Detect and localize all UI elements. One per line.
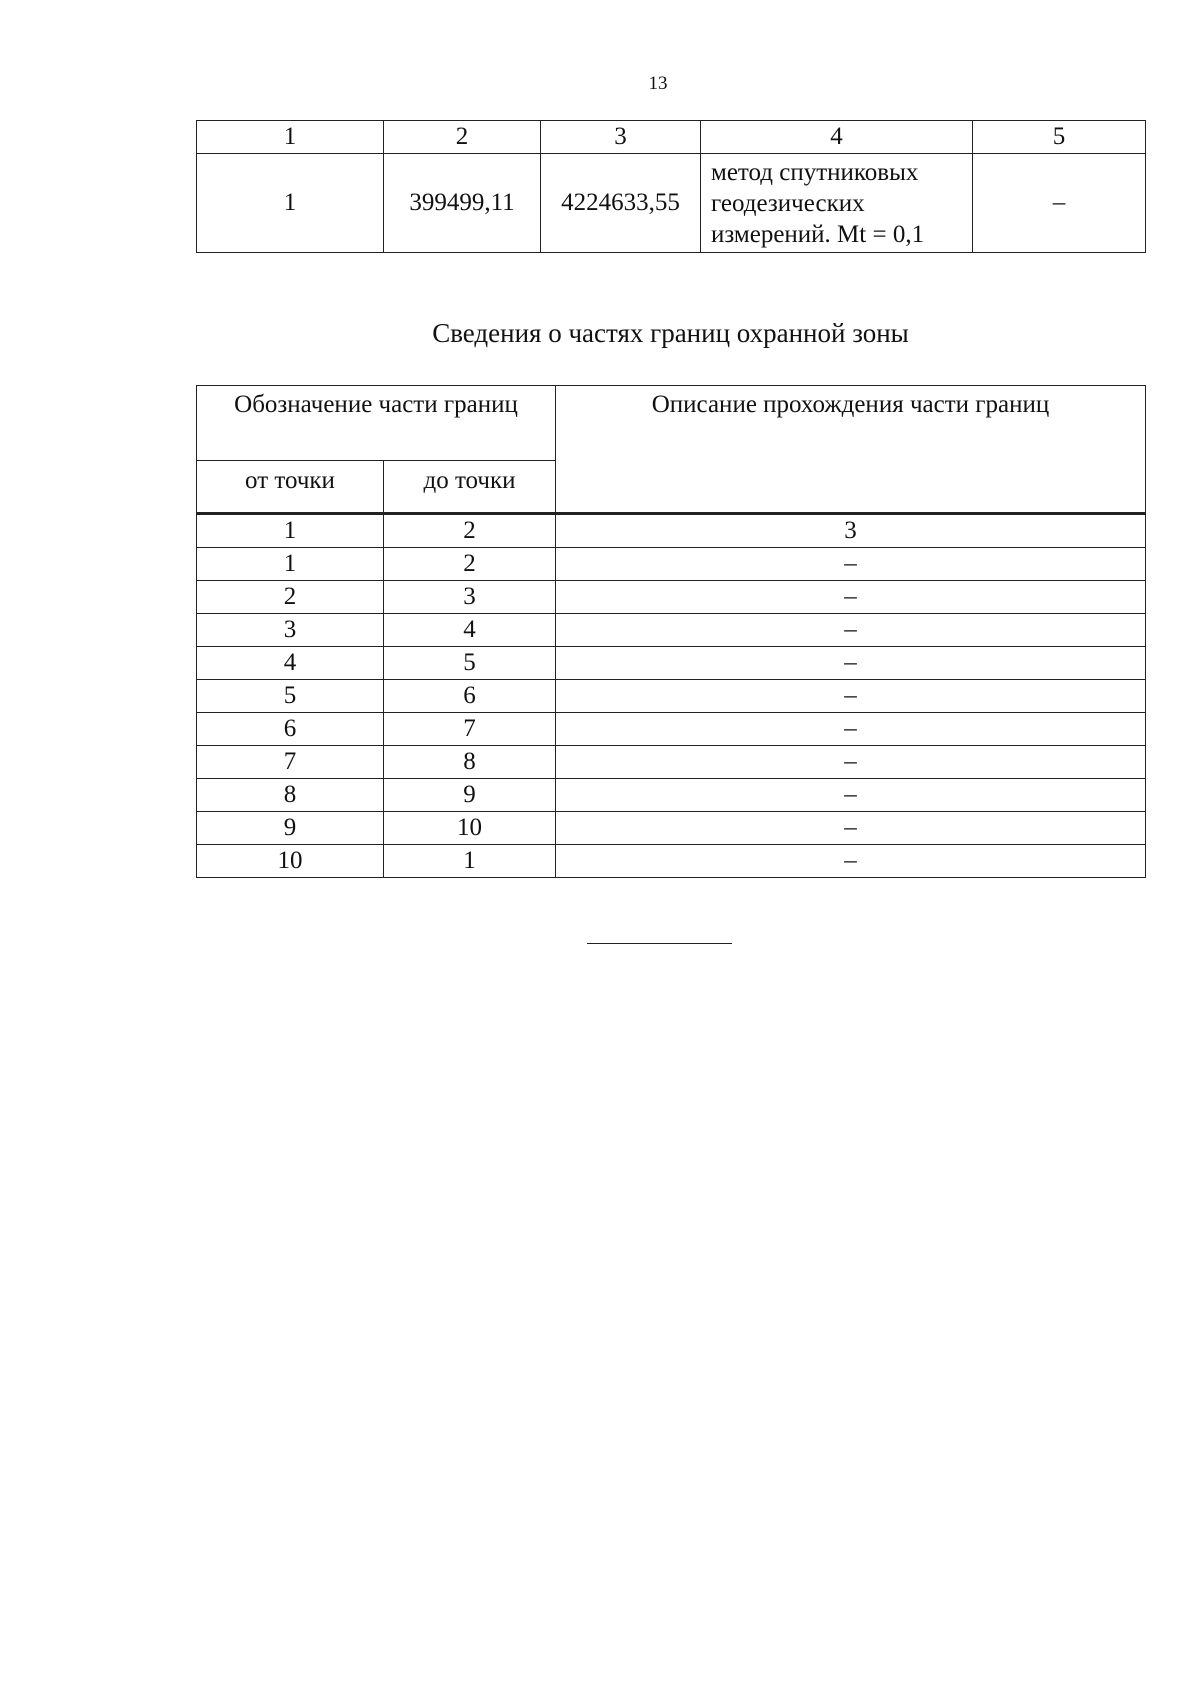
point-number-cell: 1: [197, 154, 384, 253]
table-row: [197, 845, 1146, 878]
to-point-cell: 8: [384, 746, 556, 779]
from-point-cell: 4: [197, 647, 384, 680]
description-cell: –: [556, 548, 1146, 581]
table-row: [197, 812, 1146, 845]
closing-rule-divider: [587, 943, 732, 944]
coordinates-table-header-row: [197, 121, 1146, 154]
from-point-cell: 6: [197, 713, 384, 746]
description-cell: –: [556, 680, 1146, 713]
to-point-cell: 7: [384, 713, 556, 746]
to-point-cell: 2: [384, 548, 556, 581]
section-title: Сведения о частях границ охранной зоны: [432, 318, 909, 348]
from-point-cell: 10: [197, 845, 384, 878]
description-cell: –: [556, 845, 1146, 878]
column-number-cell: 4: [701, 121, 973, 154]
to-point-cell: 4: [384, 614, 556, 647]
from-point-cell: 3: [197, 614, 384, 647]
parts-table-header-row: [197, 386, 1146, 461]
table-row: [197, 713, 1146, 746]
method-line: геодезических: [711, 189, 865, 217]
from-point-cell: 1: [197, 548, 384, 581]
description-header: Описание прохождения части границ: [556, 386, 1146, 514]
column-number-cell: 2: [384, 121, 541, 154]
coordinates-table: [196, 120, 1146, 253]
boundary-parts-table: [196, 385, 1146, 878]
y-coordinate-cell: 4224633,55: [541, 154, 701, 253]
description-cell: –: [556, 614, 1146, 647]
description-cell: –: [556, 581, 1146, 614]
to-point-cell: 10: [384, 812, 556, 845]
table-row: [197, 581, 1146, 614]
description-cell: –: [556, 812, 1146, 845]
from-point-cell: 9: [197, 812, 384, 845]
note-cell: –: [973, 154, 1146, 253]
to-point-cell: 5: [384, 647, 556, 680]
from-point-cell: 5: [197, 680, 384, 713]
designation-header: Обозначение части границ: [197, 386, 556, 461]
column-number-cell: 2: [384, 514, 556, 548]
from-point-cell: 2: [197, 581, 384, 614]
page-number: 13: [648, 73, 668, 94]
method-line: измерений. Mt = 0,1: [711, 220, 925, 248]
from-point-cell: 8: [197, 779, 384, 812]
parts-table-column-numbers: [197, 514, 1146, 548]
from-point-header: от точки: [197, 461, 384, 514]
table-row: [197, 548, 1146, 581]
column-number-cell: 5: [973, 121, 1146, 154]
column-number-cell: 1: [197, 121, 384, 154]
from-point-cell: 7: [197, 746, 384, 779]
table-row: [197, 614, 1146, 647]
column-number-cell: 3: [556, 514, 1146, 548]
description-cell: –: [556, 713, 1146, 746]
method-cell: [701, 154, 973, 253]
description-cell: –: [556, 746, 1146, 779]
column-number-cell: 3: [541, 121, 701, 154]
coordinates-table-row: [197, 154, 1146, 253]
table-row: [197, 680, 1146, 713]
to-point-cell: 9: [384, 779, 556, 812]
x-coordinate-cell: 399499,11: [384, 154, 541, 253]
to-point-cell: 6: [384, 680, 556, 713]
column-number-cell: 1: [197, 514, 384, 548]
to-point-cell: 1: [384, 845, 556, 878]
table-row: [197, 647, 1146, 680]
table-row: [197, 779, 1146, 812]
description-cell: –: [556, 647, 1146, 680]
to-point-header: до точки: [384, 461, 556, 514]
table-row: [197, 746, 1146, 779]
description-cell: –: [556, 779, 1146, 812]
to-point-cell: 3: [384, 581, 556, 614]
method-line: метод спутниковых: [711, 158, 919, 186]
